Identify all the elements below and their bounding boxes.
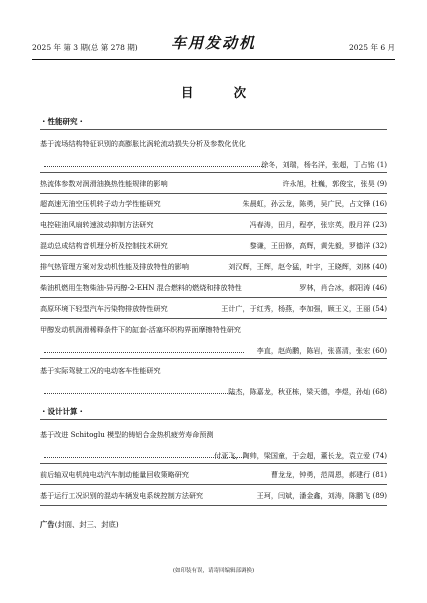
section-rule (40, 129, 387, 130)
toc-title: 基于改进 Schitoglu 模型的铸铝合金热机疲劳寿命预测 (40, 430, 214, 439)
item-divider (40, 484, 387, 485)
footer-note: (如印装有误，请寄回编辑部调换) (172, 568, 255, 574)
dot-leader (44, 352, 244, 353)
dot-leader (44, 166, 264, 167)
toc-authors: 李直，赵尚鹏，陈岩，张喜清，张宏 (60) (256, 346, 387, 355)
toc-authors: 陆杰，陈嘉龙，秋亚栋，梁天德，李煜，孙灿 (68) (228, 387, 387, 396)
item-divider (40, 463, 387, 464)
toc-title: 前后轴双电机纯电动汽车制动能量回收策略研究 (40, 470, 189, 479)
toc-title: 甲醇发动机润滑稀释条件下的缸套-活塞环织构界面摩擦特性研究 (40, 325, 242, 334)
toc-authors: 王珂，闫斌，潘金鑫，刘涛，陈鹏飞 (89) (256, 491, 387, 500)
toc-authors: 刘汉辉，王辉，赵令猛，叶宇，王晓辉，刘林 (40) (228, 262, 387, 271)
issue-date: 2025 年 6 月 (348, 43, 395, 52)
toc-authors: 冯春涛，田月，程亭，张宗英，殷月祥 (23) (249, 220, 387, 229)
issue-number: 2025 年 第 3 期(总 第 278 期) (32, 43, 138, 52)
toc-item[interactable] (40, 220, 387, 233)
toc-title: 排气热管理方案对发动机性能及排放特性的影响 (40, 262, 189, 271)
item-divider (40, 234, 387, 235)
toc-item[interactable] (40, 262, 387, 275)
toc-authors: 徐冬，刘瑞，杨名洋，张超，丁占铭 (1) (261, 160, 387, 169)
toc-title: 柴油机燃用生物柴油-异丙醇-2-EHN 混合燃料的燃烧和排放特性 (40, 283, 242, 292)
toc-authors: 罗林，肖合冰，郝阳涛 (46) (299, 283, 387, 292)
item-divider (40, 213, 387, 214)
toc-title: 混动总成结构音机理分析及控制技术研究 (40, 241, 168, 250)
page-title: 目 次 (180, 85, 265, 100)
item-divider (40, 255, 387, 256)
item-divider (40, 276, 387, 277)
toc-item[interactable] (40, 283, 387, 296)
section-heading-performance: ・性能研究・ (40, 117, 85, 126)
section-heading-design: ・设计计算・ (40, 407, 85, 416)
toc-title: 基于流场结构特征识别的高膨胀比涡轮流动损失分析及参数化优化 (40, 139, 246, 148)
journal-logo: 车用发动机 (170, 34, 257, 52)
toc-title: 高原环境下轻型汽车污染物排放特性研究 (40, 304, 168, 313)
item-divider (40, 193, 387, 194)
item-divider (40, 297, 387, 298)
toc-item[interactable] (40, 491, 387, 504)
toc-item[interactable] (40, 199, 387, 212)
toc-item[interactable] (40, 470, 387, 483)
toc-title: 超高速无油空压机转子动力学性能研究 (40, 199, 161, 208)
page-header (32, 30, 395, 58)
dot-leader (44, 393, 234, 394)
toc-authors: 付亚飞，陶帅，梁国童，于会超，董长龙，袁立爱 (74) (214, 451, 387, 460)
item-divider (40, 505, 387, 506)
toc-authors: 许永旭，杜巍，郭俊宝，张昊 (9) (282, 179, 387, 188)
ads-line (40, 520, 119, 530)
ads-text: (封面、封三、封底) (54, 520, 119, 529)
section-rule (40, 419, 387, 420)
toc-title: 热流体参数对润滑油换热性能规律的影响 (40, 179, 168, 188)
toc-item[interactable] (40, 241, 387, 254)
header-rule (32, 59, 395, 60)
toc-authors: 王计广，于红秀，杨燕，李加强，顾王义，王丽 (54) (221, 304, 387, 313)
toc-item[interactable] (40, 179, 387, 192)
toc-title: 电控硅油风扇转速波动抑制方法研究 (40, 220, 154, 229)
item-divider (40, 172, 387, 173)
item-divider (40, 318, 387, 319)
toc-authors: 黎谦，王田修，高辉，黄先毅，罗德洋 (32) (249, 241, 387, 250)
item-divider (40, 358, 387, 359)
toc-item[interactable] (40, 304, 387, 317)
toc-title: 基于运行工况识别的混动车辆发电系统控制方法研究 (40, 491, 204, 500)
toc-authors: 朱晨虹，孙云龙，陈勇，吴广民，占文锋 (16) (242, 199, 387, 208)
dot-leader (44, 457, 244, 458)
ads-label: 广告 (40, 520, 55, 529)
toc-authors: 曹龙龙，钟勇，范周恩，郝建行 (81) (270, 470, 387, 479)
toc-title: 基于实际驾驶工况的电动客车性能研究 (40, 366, 161, 375)
